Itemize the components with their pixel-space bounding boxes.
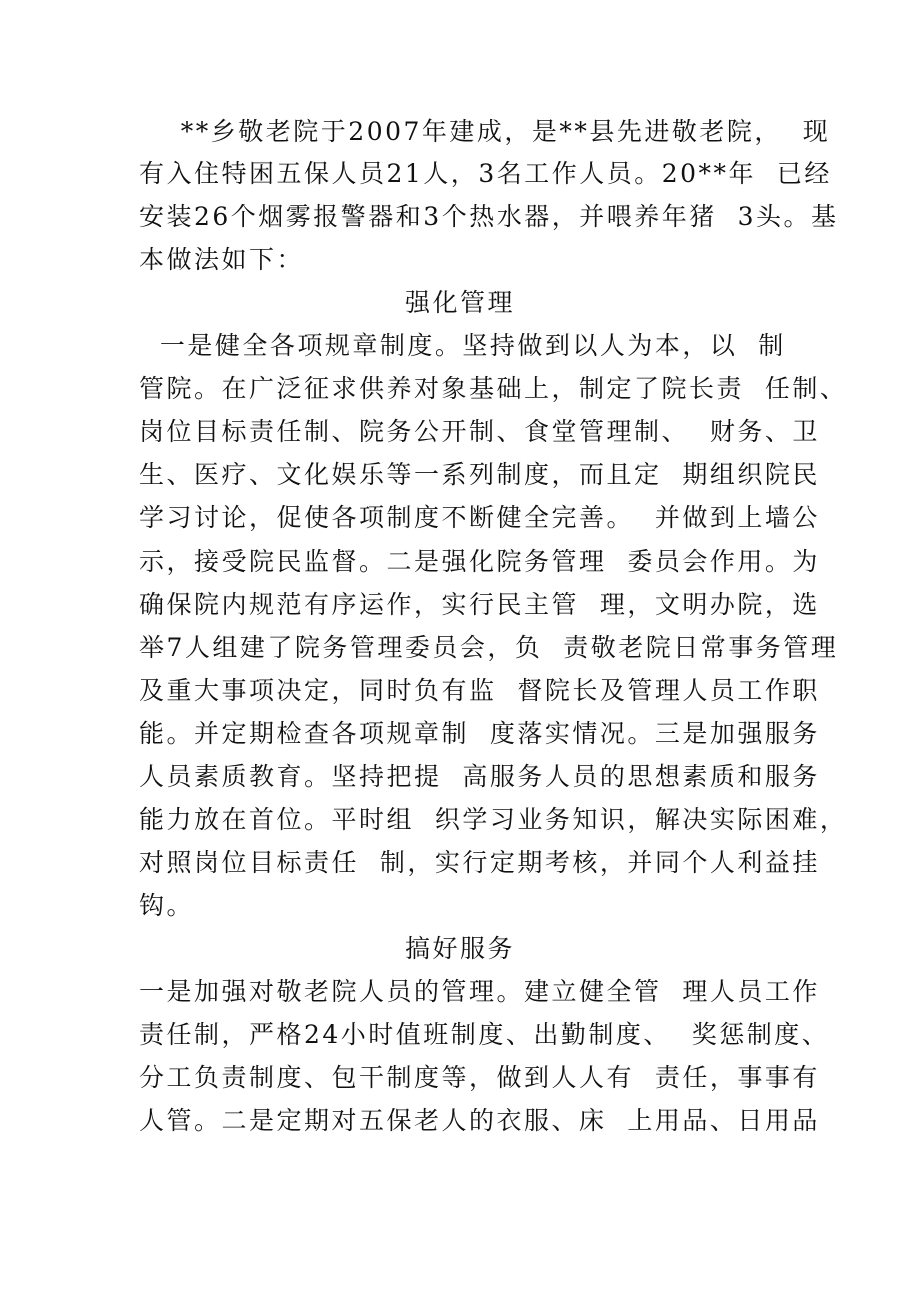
section1-line-13: 对照岗位目标责任 制，实行定期考核，并同个人利益挂 (139, 848, 820, 877)
section1-line-3: 岗位目标责任制、院务公开制、食堂管理制、 财务、卫 (139, 417, 820, 446)
section-heading-management: 强化管理 (404, 288, 515, 317)
section1-line-7: 确保院内规范有序运作，实行民主管 理，文明办院，选 (139, 590, 820, 619)
section2-line-4: 人管。二是定期对五保老人的衣服、床 上用品、日用品 (139, 1106, 820, 1135)
section2-line-3: 分工负责制度、包干制度等，做到人人有 责任，事事有 (139, 1063, 820, 1092)
section1-line-8: 举7人组建了院务管理委员会，负 责敬老院日常事务管理 (139, 633, 839, 662)
section2-line-1: 一是加强对敬老院人员的管理。建立健全管 理人员工作 (139, 977, 820, 1006)
intro-line-3: 安装26个烟雾报警器和3个热水器，并喂养年猪 3头。基 (139, 202, 839, 231)
section1-line-10: 能。并定期检查各项规章制 度落实情况。三是加强服务 (139, 719, 820, 748)
section-heading-service: 搞好服务 (404, 934, 515, 963)
intro-line-4: 本做法如下： (139, 245, 305, 274)
section1-line-5: 学习讨论，促使各项制度不断健全完善。 并做到上墙公 (139, 503, 820, 532)
intro-line-1: **乡敬老院于2007年建成，是**县先进敬老院， 现 (139, 117, 831, 146)
section1-line-4: 生、医疗、文化娱乐等一系列制度，而且定 期组织院民 (139, 460, 820, 489)
section1-line-9: 及重大事项决定，同时负有监 督院长及管理人员工作职 (139, 676, 820, 705)
intro-line-2: 有入住特困五保人员21人，3名工作人员。20**年 已经 (139, 159, 832, 188)
section2-line-2: 责任制，严格24小时值班制度、出勤制度、 奖惩制度、 (139, 1020, 830, 1049)
section1-line-14: 钩。 (139, 891, 195, 920)
section1-line-1: 一是健全各项规章制度。坚持做到以人为本，以 制 (139, 331, 786, 360)
section1-line-12: 能力放在首位。平时组 织学习业务知识，解决实际困难， (139, 805, 848, 834)
section1-line-6: 示，接受院民监督。二是强化院务管理 委员会作用。为 (139, 547, 820, 576)
section1-line-2: 管院。在广泛征求供养对象基础上，制定了院长责 任制、 (139, 374, 848, 403)
section1-line-11: 人员素质教育。坚持把提 高服务人员的思想素质和服务 (139, 762, 820, 791)
